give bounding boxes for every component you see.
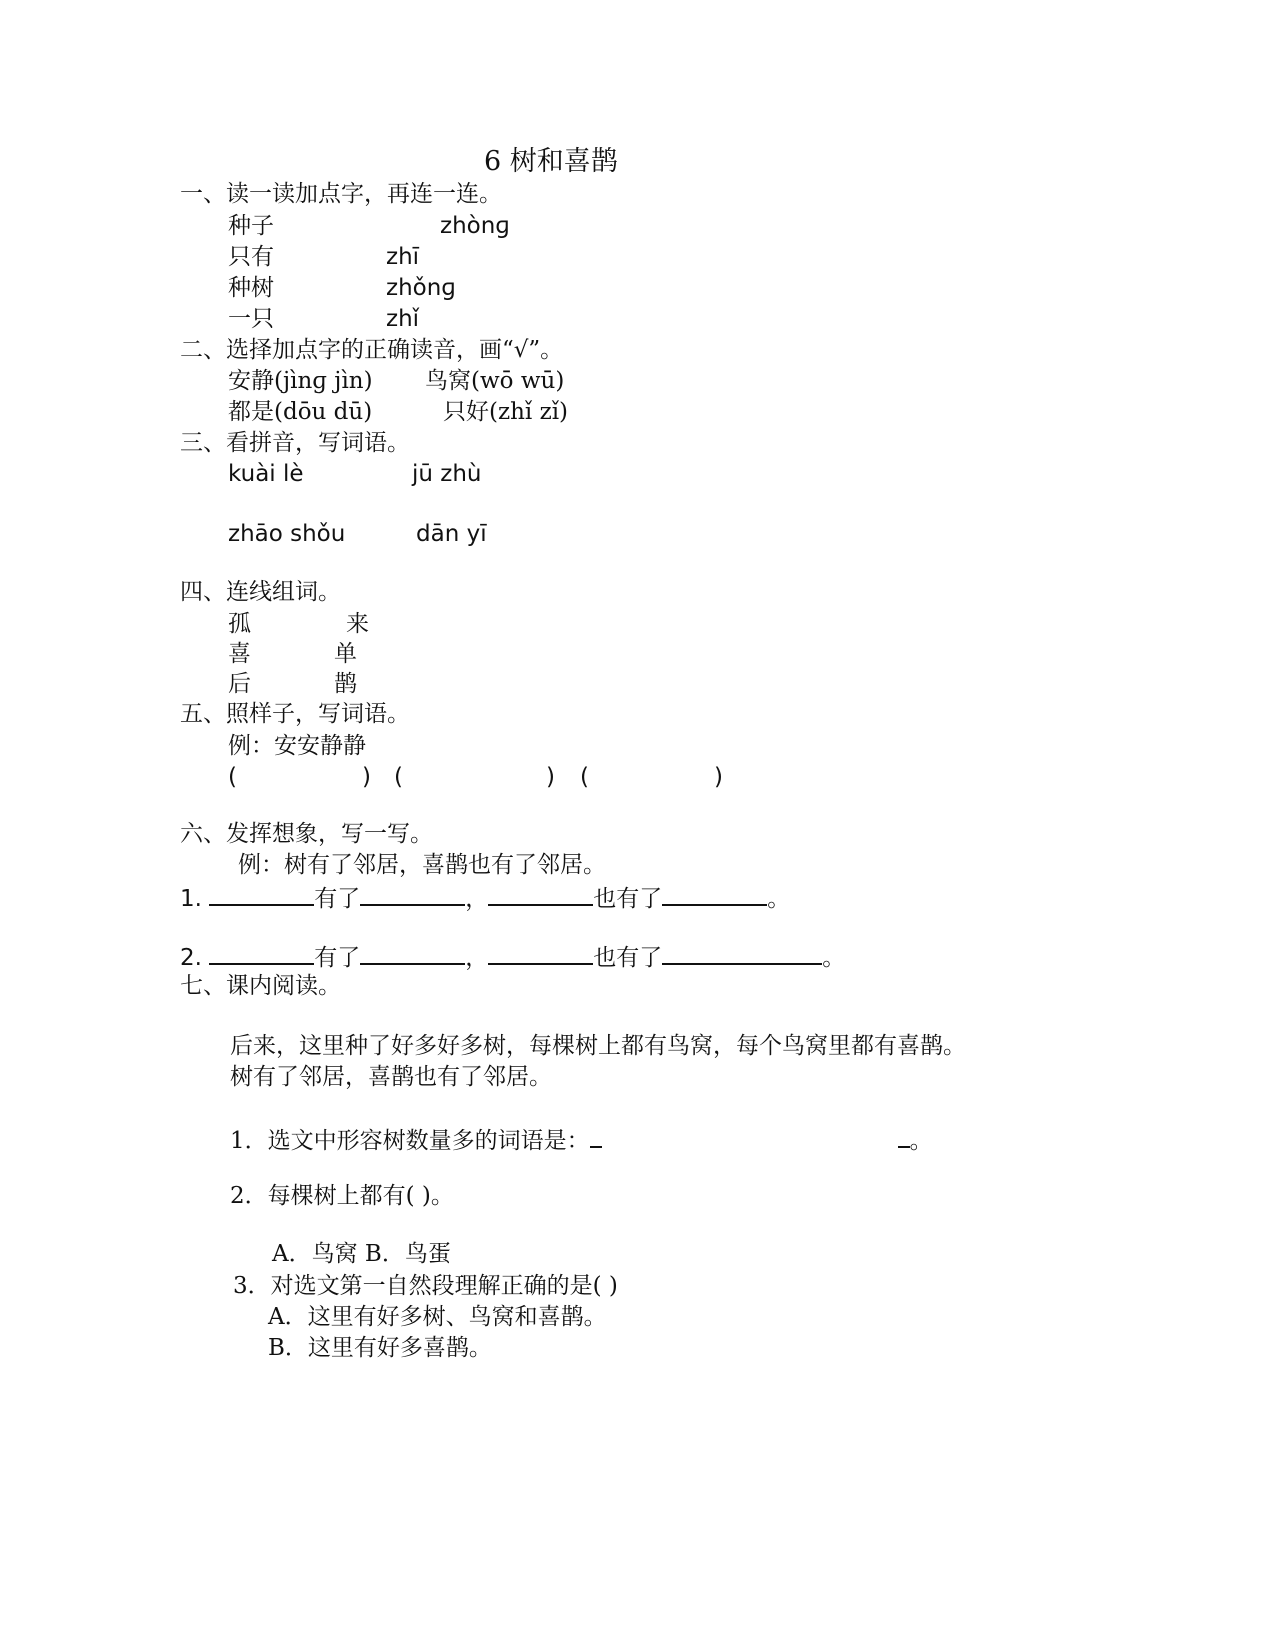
fill-line-2 [180, 941, 845, 972]
period: 。 [822, 945, 846, 971]
question-3: 3．对选文第一自然段理解正确的是( ) [233, 1273, 618, 1299]
paren-open: ( [580, 764, 589, 790]
option-b: B．这里有好多喜鹊。 [268, 1335, 492, 1361]
comma: ， [465, 945, 489, 971]
blank[interactable] [662, 941, 822, 965]
question-1-text: 1．选文中形容树数量多的词语是： [230, 1128, 590, 1154]
s3-pinyin: jū zhù [412, 461, 482, 487]
s2-item: 鸟窝(wō wū) [425, 368, 565, 394]
section-2-heading: 二、选择加点字的正确读音，画“√”。 [180, 337, 564, 363]
s3-pinyin: kuài lè [228, 461, 304, 487]
s1-word: 一只 [228, 306, 274, 332]
blank[interactable] [590, 1124, 602, 1148]
s1-word: 种子 [228, 213, 274, 239]
s4-left-char: 孤 [228, 611, 251, 637]
blank[interactable] [488, 941, 593, 965]
item-number: 1. [180, 886, 202, 912]
section-6-heading: 六、发挥想象，写一写。 [180, 821, 433, 847]
blank[interactable] [662, 882, 767, 906]
s4-right-char: 鹊 [334, 671, 357, 697]
passage-line: 树有了邻居，喜鹊也有了邻居。 [230, 1064, 552, 1090]
section-1-heading: 一、读一读加点字，再连一连。 [180, 181, 502, 207]
s4-left-char: 喜 [228, 641, 251, 667]
s1-pinyin: zhī [386, 244, 420, 270]
section-5-heading: 五、照样子，写词语。 [180, 701, 410, 727]
s4-right-char: 来 [346, 611, 369, 637]
s6-example: 例：树有了邻居，喜鹊也有了邻居。 [238, 852, 606, 878]
s4-left-char: 后 [228, 671, 251, 697]
passage-line: 后来，这里种了好多好多树，每棵树上都有鸟窝，每个鸟窝里都有喜鹊。 [230, 1033, 966, 1059]
paren-open: ( [394, 764, 403, 790]
s2-item: 安静(jìnɡ jìn) [228, 368, 373, 394]
s1-pinyin: zhònɡ [440, 213, 510, 239]
item-number: 2. [180, 945, 202, 971]
section-7-heading: 七、课内阅读。 [180, 973, 341, 999]
s2-item: 都是(dōu dū) [228, 399, 373, 425]
paren-close: ) [362, 764, 371, 790]
fill-line-1 [180, 882, 790, 913]
blank[interactable] [360, 882, 465, 906]
blank[interactable] [209, 882, 314, 906]
comma: ， [465, 886, 489, 912]
s1-pinyin: zhǐ [386, 306, 420, 332]
s1-pinyin: zhǒnɡ [386, 275, 456, 301]
blank[interactable] [898, 1124, 910, 1148]
s1-word: 种树 [228, 275, 274, 301]
s2-item: 只好(zhǐ zǐ) [443, 399, 569, 425]
s3-pinyin: zhāo shǒu [228, 521, 346, 547]
section-3-heading: 三、看拼音，写词语。 [180, 430, 410, 456]
has-text: 有了 [314, 945, 361, 971]
has-text: 有了 [314, 886, 361, 912]
section-4-heading: 四、连线组词。 [180, 579, 341, 605]
period: 。 [909, 1128, 933, 1154]
also-text: 也有了 [593, 886, 663, 912]
blank[interactable] [488, 882, 593, 906]
blank[interactable] [360, 941, 465, 965]
question-2-options: A．鸟窝 B．鸟蛋 [272, 1241, 451, 1267]
s3-pinyin: dān yī [416, 521, 487, 547]
option-a: A．这里有好多树、鸟窝和喜鹊。 [268, 1304, 607, 1330]
s1-word: 只有 [228, 244, 274, 270]
s4-right-char: 单 [334, 641, 357, 667]
s5-example: 例：安安静静 [228, 733, 366, 759]
paren-close: ) [546, 764, 555, 790]
paren-close: ) [714, 764, 723, 790]
question-2: 2．每棵树上都有( )。 [230, 1183, 454, 1209]
period: 。 [767, 886, 791, 912]
blank[interactable] [209, 941, 314, 965]
paren-open: ( [228, 764, 237, 790]
also-text: 也有了 [593, 945, 663, 971]
page-title: 6 树和喜鹊 [484, 146, 618, 177]
question-1 [230, 1124, 933, 1155]
